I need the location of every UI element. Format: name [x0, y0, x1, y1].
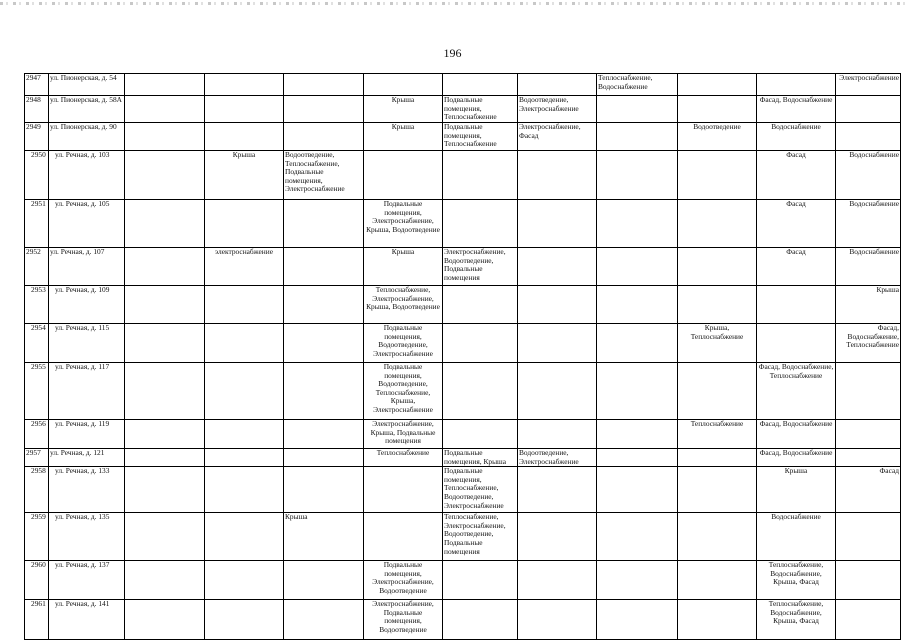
work-cell — [597, 151, 678, 200]
work-cell — [678, 151, 757, 200]
work-cell — [597, 96, 678, 123]
work-cell — [125, 600, 205, 640]
work-cell: Теплоснабжение, Водоснабжение — [597, 74, 678, 96]
work-cell — [205, 200, 284, 248]
work-cell — [443, 600, 518, 640]
work-cell: Фасад — [757, 151, 836, 200]
work-cell — [284, 200, 364, 248]
work-cell — [678, 286, 757, 324]
work-cell — [125, 96, 205, 123]
work-cell — [518, 324, 597, 363]
work-cell — [597, 561, 678, 600]
work-cell — [284, 74, 364, 96]
work-cell — [443, 200, 518, 248]
work-cell: Теплоснабжение — [678, 420, 757, 449]
row-number: 2960 — [25, 561, 49, 600]
work-cell — [284, 449, 364, 467]
row-number: 2950 — [25, 151, 49, 200]
work-cell — [443, 151, 518, 200]
work-cell — [836, 561, 901, 600]
work-cell — [518, 200, 597, 248]
work-cell — [518, 420, 597, 449]
work-cell — [678, 449, 757, 467]
work-cell — [284, 467, 364, 513]
work-cell — [678, 96, 757, 123]
work-cell — [836, 123, 901, 151]
work-cell: Теплоснабжение, Электроснабжение, Водоотведение, Подвальные помещения — [443, 513, 518, 561]
work-cell — [125, 363, 205, 420]
work-cell — [125, 200, 205, 248]
row-number: 2949 — [25, 123, 49, 151]
table-body — [25, 74, 901, 640]
work-cell — [518, 513, 597, 561]
work-cell — [757, 324, 836, 363]
work-cell — [678, 74, 757, 96]
table-row — [25, 600, 901, 640]
work-cell — [836, 420, 901, 449]
work-cell — [518, 151, 597, 200]
work-cell: Подвальные помещения, Водоотведение, Теплоснабжение, Крыша, Электроснабжение — [364, 363, 443, 420]
address-cell: ул. Пионерская, д. 58А — [49, 96, 125, 123]
table-row — [25, 123, 901, 151]
work-cell — [125, 561, 205, 600]
work-cell — [678, 363, 757, 420]
work-cell — [205, 96, 284, 123]
work-cell — [205, 467, 284, 513]
work-cell: Электроснабжение, Фасад — [518, 123, 597, 151]
work-cell — [518, 286, 597, 324]
work-cell — [597, 123, 678, 151]
address-cell: ул. Речная, д. 109 — [49, 286, 125, 324]
work-cell — [597, 363, 678, 420]
work-cell: Водоснабжение — [757, 513, 836, 561]
work-cell: Фасад — [757, 248, 836, 286]
work-cell — [125, 286, 205, 324]
work-cell — [125, 513, 205, 561]
table-row — [25, 420, 901, 449]
work-cell — [678, 513, 757, 561]
work-cell: Фасад, Водоснабжение — [757, 420, 836, 449]
work-cell: Теплоснабжение, Электроснабжение, Крыша, Водоотведение — [364, 286, 443, 324]
work-cell — [678, 600, 757, 640]
work-cell: Крыша — [836, 286, 901, 324]
table-row — [25, 363, 901, 420]
work-cell: Фасад, Водоснабжение, Теплоснабжение — [757, 363, 836, 420]
work-cell — [518, 74, 597, 96]
work-cell — [205, 513, 284, 561]
work-cell — [597, 513, 678, 561]
work-cell — [205, 449, 284, 467]
work-cell — [836, 96, 901, 123]
work-cell: Подвальные помещения, Водоотведение, Электроснабжение — [364, 324, 443, 363]
work-cell: Теплоснабжение, Водоснабжение, Крыша, Фасад — [757, 561, 836, 600]
work-cell — [443, 324, 518, 363]
work-cell — [518, 600, 597, 640]
work-cell — [284, 286, 364, 324]
table-row — [25, 324, 901, 363]
work-cell — [284, 363, 364, 420]
work-cell: Теплоснабжение, Водоснабжение, Крыша, Фасад — [757, 600, 836, 640]
work-cell — [125, 324, 205, 363]
work-cell: Крыша — [284, 513, 364, 561]
work-cell: Электроснабжение, Подвальные помещения, Водоотведение — [364, 600, 443, 640]
work-cell — [678, 561, 757, 600]
work-cell — [364, 74, 443, 96]
work-cell — [757, 74, 836, 96]
work-cell — [364, 467, 443, 513]
work-cell: Подвальные помещения, Теплоснабжение — [443, 96, 518, 123]
address-cell: ул. Речная, д. 103 — [49, 151, 125, 200]
work-cell — [205, 286, 284, 324]
work-cell — [678, 200, 757, 248]
address-cell: ул. Речная, д. 119 — [49, 420, 125, 449]
address-cell: ул. Речная, д. 115 — [49, 324, 125, 363]
row-number: 2948 — [25, 96, 49, 123]
table-row — [25, 151, 901, 200]
work-cell — [205, 74, 284, 96]
work-cell — [125, 74, 205, 96]
work-cell — [205, 363, 284, 420]
page-number: 196 — [443, 46, 462, 60]
work-cell: Водоснабжение — [757, 123, 836, 151]
work-cell: Крыша — [757, 467, 836, 513]
work-cell: Крыша — [205, 151, 284, 200]
work-cell — [125, 248, 205, 286]
work-cell — [836, 449, 901, 467]
address-cell: ул. Речная, д. 137 — [49, 561, 125, 600]
work-cell — [364, 513, 443, 561]
work-cell — [364, 151, 443, 200]
work-cell — [284, 324, 364, 363]
work-cell — [597, 600, 678, 640]
work-cell — [284, 600, 364, 640]
work-cell — [678, 467, 757, 513]
work-cell — [518, 363, 597, 420]
work-cell — [125, 449, 205, 467]
table-row — [25, 561, 901, 600]
work-cell — [443, 561, 518, 600]
work-cell: Водоснабжение — [836, 248, 901, 286]
work-cell — [597, 449, 678, 467]
work-cell: Фасад — [757, 200, 836, 248]
work-cell: Водоотведение, Электроснабжение — [518, 96, 597, 123]
address-cell: ул. Речная, д. 141 — [49, 600, 125, 640]
work-cell — [443, 74, 518, 96]
row-number: 2951 — [25, 200, 49, 248]
work-cell: Водоотведение — [678, 123, 757, 151]
table-row — [25, 200, 901, 248]
work-cell — [443, 420, 518, 449]
work-cell — [597, 420, 678, 449]
work-cell — [597, 248, 678, 286]
work-cell — [597, 286, 678, 324]
work-cell — [518, 467, 597, 513]
address-cell: ул. Пионерская, д. 54 — [49, 74, 125, 96]
table-row — [25, 513, 901, 561]
row-number: 2959 — [25, 513, 49, 561]
work-cell: Крыша — [364, 248, 443, 286]
work-cell: Подвальные помещения, Электроснабжение, Водоотведение — [364, 561, 443, 600]
row-number: 2957 — [25, 449, 49, 467]
work-cell: Водоотведение, Электроснабжение — [518, 449, 597, 467]
work-cell — [125, 151, 205, 200]
work-cell: Водоснабжение — [836, 200, 901, 248]
address-cell: ул. Речная, д. 105 — [49, 200, 125, 248]
address-cell: ул. Речная, д. 135 — [49, 513, 125, 561]
work-cell: Теплоснабжение — [364, 449, 443, 467]
row-number: 2952 — [25, 248, 49, 286]
work-cell — [284, 561, 364, 600]
work-cell: Крыша, Теплоснабжение — [678, 324, 757, 363]
work-cell: Фасад — [836, 467, 901, 513]
work-cell: Крыша — [364, 96, 443, 123]
work-cell: Подвальные помещения, Теплоснабжение, Водоотведение, Электроснабжение — [443, 467, 518, 513]
work-cell — [597, 467, 678, 513]
work-cell — [757, 286, 836, 324]
table-row — [25, 248, 901, 286]
work-cell — [205, 420, 284, 449]
row-number: 2956 — [25, 420, 49, 449]
work-cell — [443, 363, 518, 420]
table-row — [25, 467, 901, 513]
work-cell — [836, 363, 901, 420]
work-cell: Электроснабжение, Водоотведение, Подвальные помещения — [443, 248, 518, 286]
work-cell: Фасад, Водоснабжение — [757, 96, 836, 123]
work-cell — [518, 248, 597, 286]
work-cell: Водоотведение, Теплоснабжение, Подвальные помещения, Электроснабжение — [284, 151, 364, 200]
work-cell — [205, 561, 284, 600]
work-cell: Подвальные помещения, Крыша — [443, 449, 518, 467]
table-row — [25, 286, 901, 324]
address-cell: ул. Речная, д. 121 — [49, 449, 125, 467]
work-cell — [836, 513, 901, 561]
work-cell: Фасад, Водоснабжение — [757, 449, 836, 467]
work-cell — [443, 286, 518, 324]
work-cell: Фасад, Водоснабжение, Теплоснабжение — [836, 324, 901, 363]
work-cell — [597, 324, 678, 363]
work-cell — [125, 420, 205, 449]
work-cell: Крыша — [364, 123, 443, 151]
work-cell — [205, 123, 284, 151]
work-cell: Подвальные помещения, Теплоснабжение — [443, 123, 518, 151]
work-cell — [125, 467, 205, 513]
repair-schedule-table — [24, 73, 901, 640]
work-cell: Подвальные помещения, Электроснабжение, Крыша, Водоотведение — [364, 200, 443, 248]
work-cell: Электроснабжение, Крыша, Подвальные помещения — [364, 420, 443, 449]
work-cell — [284, 123, 364, 151]
scan-edge-artifact — [0, 2, 905, 5]
work-cell — [125, 123, 205, 151]
work-cell — [284, 420, 364, 449]
address-cell: ул. Речная, д. 107 — [49, 248, 125, 286]
work-cell — [678, 248, 757, 286]
table-row — [25, 449, 901, 467]
row-number: 2954 — [25, 324, 49, 363]
address-cell: ул. Речная, д. 117 — [49, 363, 125, 420]
table-row — [25, 74, 901, 96]
row-number: 2955 — [25, 363, 49, 420]
work-cell — [518, 561, 597, 600]
row-number: 2958 — [25, 467, 49, 513]
work-cell — [284, 96, 364, 123]
address-cell: ул. Пионерская, д. 90 — [49, 123, 125, 151]
row-number: 2953 — [25, 286, 49, 324]
table-row — [25, 96, 901, 123]
work-cell — [284, 248, 364, 286]
row-number: 2947 — [25, 74, 49, 96]
work-cell — [205, 600, 284, 640]
work-cell: электроснабжение — [205, 248, 284, 286]
row-number: 2961 — [25, 600, 49, 640]
work-cell: Водоснабжение — [836, 151, 901, 200]
work-cell — [597, 200, 678, 248]
work-cell: Электроснабжение — [836, 74, 901, 96]
work-cell — [836, 600, 901, 640]
work-cell — [205, 324, 284, 363]
address-cell: ул. Речная, д. 133 — [49, 467, 125, 513]
